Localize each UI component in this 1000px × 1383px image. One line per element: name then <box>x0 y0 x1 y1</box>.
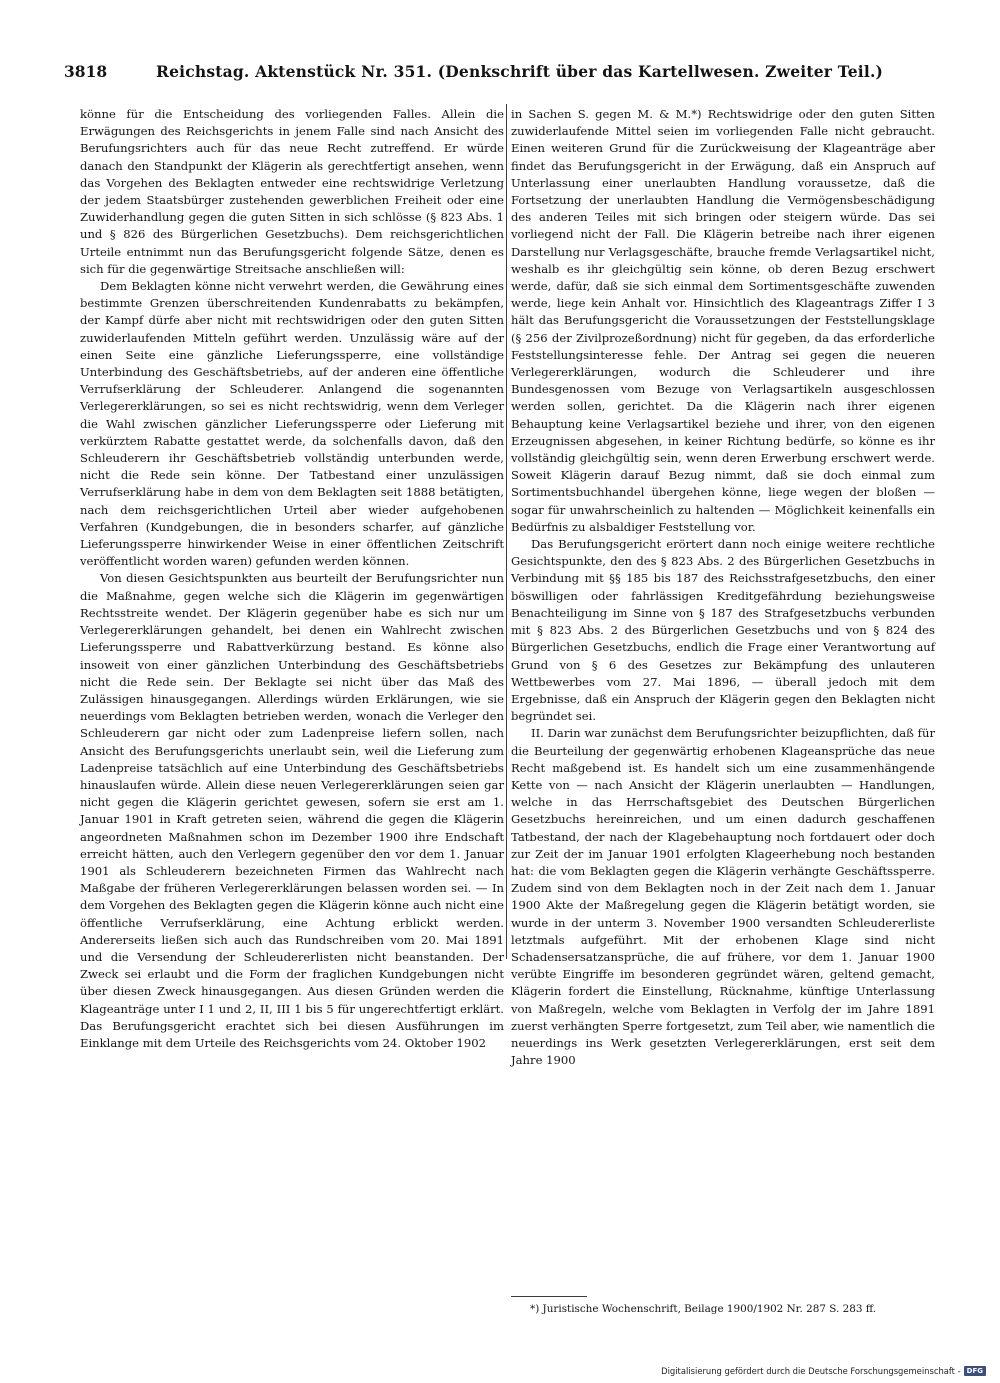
column-divider <box>506 104 507 959</box>
credit-text: Digitalisierung gefördert durch die Deutsche Forschungsgemeinschaft - <box>661 1366 961 1376</box>
paragraph: II. Darin war zunächst dem Berufungsrichter beizupflichten, daß für die Beurteilung der gegenwärtig erhobenen Klageansprüche das neue Recht maßgebend ist. Es handelt sich um eine zusammenhängende Kette von — nach Ansicht der Klägerin unerlaubten — Handlungen, welche in das Herrschaftsgebiet des Deutschen Bürgerlichen Gesetzbuchs hereinreichen, und um einen dadurch geschaffenen Tatbestand, der nach der Klagebehauptung noch fortdauert oder doch zur Zeit der im Januar 1901 erfolgten Klageerhebung noch bestanden hat: die vom Beklagten gegen die Klägerin verhängte Geschäftssperre. Zudem sind von dem Beklagten noch in der Zeit nach dem 1. Januar 1900 Akte der Maßregelung gegen die Klägerin betätigt worden, sie wurde in der unterm 3. November 1900 versandten Schleudererliste letztmals aufgeführt. Mit der erhobenen Klage sind nicht Schadensersatzansprüche, die auf frühere, vor dem 1. Januar 1900 verübte Eingriffe im besonderen gegründet wären, geltend gemacht, Klägerin fordert die Einstellung, Rücknahme, künftige Unterlassung von Maßregeln, welche vom Beklagten in Verfolg der im Jahre 1891 zuerst verhängten Sperre fortgesetzt, zum Teil aber, wie namentlich die neuerdings ins Werk gesetzten Verlegererklärungen, erst seit dem Jahre 1900 <box>511 726 935 1068</box>
digitization-credit <box>661 1366 986 1376</box>
page-number: 3818 <box>64 62 108 81</box>
running-title: Reichstag. Aktenstück Nr. 351. (Denkschrift über das Kartellwesen. Zweiter Teil.) <box>156 62 884 81</box>
paragraph: könne für die Entscheidung des vorliegenden Falles. Allein die Erwägungen des Reichsgerichts in jenem Falle sind nach Ansicht des Berufungsrichters auch für das neue Recht zutreffend. Er würde danach den Standpunkt der Klägerin als gerechtfertigt ansehen, wenn das Vorgehen des Beklagten entweder eine rechtswidrige Verletzung der jedem Staatsbürger zustehenden gewerblichen Freiheit oder eine Zuwiderhandlung gegen die guten Sitten in sich schlösse (§ 823 Abs. 1 und § 826 des Bürgerlichen Gesetzbuchs). Dem reichsgerichtlichen Urteile entnimmt nun das Berufungsgericht folgende Sätze, denen es sich für die gegenwärtige Streitsache anschließen will: <box>80 107 504 276</box>
paragraph: Dem Beklagten könne nicht verwehrt werden, die Gewährung eines bestimmte Grenzen überschreitenden Kundenrabatts zu bekämpfen, der Kampf dürfe aber nicht mit rechtswidrigen oder den guten Sitten zuwiderlaufenden Mitteln geführt werden. Unzulässig wäre auf der einen Seite eine gänzliche Lieferungssperre, eine vollständige Unterbindung des Geschäftsbetriebs, auf der anderen eine öffentliche Verrufserklärung der Schleuderer. Anlangend die sogenannten Verlegererklärungen, so sei es nicht rechtswidrig, wenn dem Verleger die Wahl zwischen gänzlicher Lieferungssperre oder Lieferung mit verkürztem Rabatte gestattet werde, da solchenfalls davon, daß den Schleuderern ihr Geschäftsbetrieb vollständig unterbunden werde, nicht die Rede sein könne. Der Tatbestand einer unzulässigen Verrufserklärung habe in dem von dem Beklagten seit 1888 betätigten, nach dem reichsgerichtlichen Urteil aber wieder aufgehobenen Verfahren (Kundgebungen, die in besonders scharfer, auf gänzliche Lieferungssperre hinwirkender Weise in einer öffentlichen Zeitschrift veröffentlicht worden waren) gefunden werden können. <box>80 279 504 569</box>
footnote-rule <box>511 1296 587 1297</box>
paragraph: Das Berufungsgericht erörtert dann noch einige weitere rechtliche Gesichtspunkte, den des § 823 Abs. 2 des Bürgerlichen Gesetzbuchs in Verbindung mit §§ 185 bis 187 des Reichsstrafgesetzbuchs, den einer böswilligen oder fahrlässigen Kreditgefährdung beziehungsweise Benachteiligung im Sinne von § 187 des Strafgesetzbuchs verbunden mit § 823 Abs. 2 des Bürgerlichen Gesetzbuchs und von § 824 des Bürgerlichen Gesetzbuchs, endlich die Frage einer Verantwortung auf Grund von § 6 des Gesetzes zur Bekämpfung des unlauteren Wettbewerbes vom 27. Mai 1896, — überall jedoch mit dem Ergebnisse, daß ein Anspruch der Klägerin gegen den Beklagten nicht begründet sei. <box>511 537 935 724</box>
paragraph: Von diesen Gesichtspunkten aus beurteilt der Berufungsrichter nun die Maßnahme, gegen welche sich die Klägerin im gegenwärtigen Rechtsstreite wendet. Der Klägerin gegenüber habe es sich nur um Verlegererklärungen gehandelt, bei denen ein Wahlrecht zwischen Lieferungssperre und Rabattverkürzung bestand. Es könne also insoweit von einer gänzlichen Unterbindung des Geschäftsbetriebs nicht die Rede sein. Der Beklagte sei nicht über das Maß des Zulässigen hinausgegangen. Allerdings würden Erklärungen, wie sie neuerdings vom Beklagten betrieben werden, wonach die Verleger den Schleuderern gar nicht oder zum Ladenpreise liefern sollen, nach Ansicht des Berufungsgerichts unerlaubt sein, weil die Lieferung zum Ladenpreise tatsächlich auf eine Unterbindung des Geschäftsbetriebs hinauslaufen würde. Allein diese neuen Verlegererklärungen seien gar nicht gegen die Klägerin gerichtet gewesen, sofern sie erst am 1. Januar 1901 in Kraft getreten seien, während die gegen die Klägerin angeordneten Maßnahmen schon im Dezember 1900 ihre Endschaft erreicht hätten, auch den Verlegern gegenüber den vor dem 1. Januar 1901 als Schleuderern bezeichneten Firmen das Wahlrecht nach Maßgabe der früheren Verlegererklärungen belassen worden sei. — In dem Vorgehen des Beklagten gegen die Klägerin könne auch nicht eine öffentliche Verrufserklärung, eine Achtung erblickt werden. Andererseits ließen sich auch das Rundschreiben vom 20. Mai 1891 und die Versendung der Schleudererlisten nicht beanstanden. Der Zweck sei erlaubt und die Form der fraglichen Kundgebungen nicht über diesen Zweck hinausgegangen. Aus diesen Gründen werden die Klageanträge unter I 1 und 2, II, III 1 bis 5 für ungerechtfertigt erklärt. Das Berufungsgericht erachtet sich bei diesen Ausführungen im Einklange mit dem Urteile des Reichsgerichts vom 24. Oktober 1902 <box>80 571 504 1050</box>
left-column <box>80 106 504 1052</box>
dfg-logo-icon: DFG <box>964 1366 986 1376</box>
page-header <box>64 58 964 88</box>
footnote: *) Juristische Wochenschrift, Beilage 1900/1902 Nr. 287 S. 283 ff. <box>530 1303 877 1315</box>
right-column <box>511 106 935 1069</box>
paragraph: in Sachen S. gegen M. & M.*) Rechtswidrige oder den guten Sitten zuwiderlaufende Mittel seien im vorliegenden Falle nicht gebraucht. Einen weiteren Grund für die Zurückweisung der Klageanträge aber findet das Berufungsgericht in der Erwägung, daß ein Anspruch auf Unterlassung einer unerlaubten Handlung voraussetze, daß die Fortsetzung der unerlaubten Handlung die Vermögensbeschädigung des anderen Teiles mit sich bringen oder steigern würde. Das sei vorliegend nicht der Fall. Die Klägerin betreibe nach ihrer eigenen Darstellung nur Verlagsgeschäfte, brauche fremde Verlagsartikel nicht, weshalb es ihr gleichgültig sein könne, ob deren Bezug erschwert werde, dafür, daß sie sich einmal dem Sortimentsgeschäfte zuwenden werde, liege kein Anhalt vor. Hinsichtlich des Klageantrags Ziffer I 3 hält das Berufungsgericht die Voraussetzungen der Feststellungsklage (§ 256 der Zivilprozeßordnung) nicht für gegeben, da das erforderliche Feststellungsinteresse fehle. Der Antrag sei gegen die neueren Verlegererklärungen, wodurch die Schleuderer und ihre Bundesgenossen vom Bezuge von Verlagsartikeln ausgeschlossen werden sollen, gerichtet. Da die Klägerin nach ihrer eigenen Behauptung keine Verlagsartikel beziehe und ihrer, von den eigenen Erzeugnissen abgesehen, in keiner Richtung bedürfe, so könne es ihr vollständig gleichgültig sein, wenn deren Erwerbung erschwert werde. Soweit Klägerin darauf Bezug nimmt, daß sie doch einmal zum Sortimentsbuchhandel übergehen könne, liege wegen der bloßen — sogar für unwahrscheinlich zu haltenden — Möglichkeit keinenfalls ein Bedürfnis zu alsbaldiger Feststellung vor. <box>511 107 935 534</box>
